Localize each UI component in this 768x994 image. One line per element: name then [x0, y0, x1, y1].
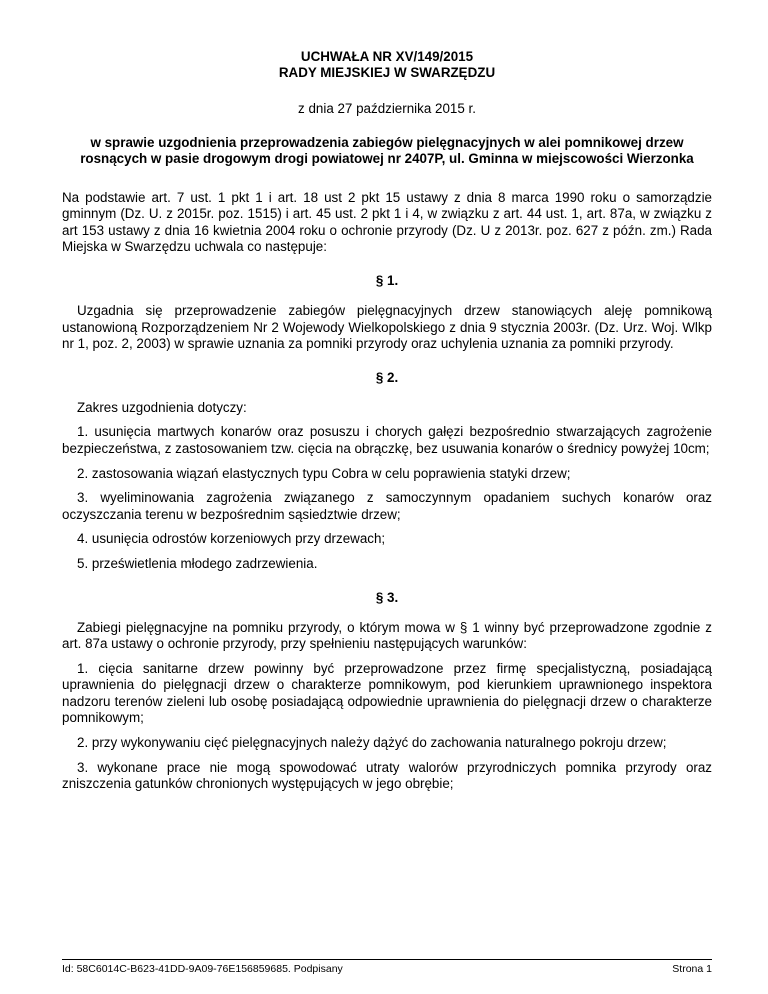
- resolution-number: UCHWAŁA NR XV/149/2015: [300, 49, 474, 64]
- section-3-item: 3. wykonane prace nie mogą spowodować utraty walorów przyrodniczych pomnika przyrody oraz zniszczenia gatunków chronionych występujących w jego obrębie;: [62, 759, 712, 792]
- document-id: Id: 58C6014C-B623-41DD-9A09-76E156859685. Podpisany: [62, 963, 343, 975]
- section-2-item: 1. usunięcia martwych konarów oraz posuszu i chorych gałęzi bezpośrednio stwarzających zagrożenie bezpieczeństwa, z zastosowaniem tzw. cięcia na obrączkę, bez usuwania konarów o średnicy powyżej 10cm;: [62, 424, 712, 456]
- resolution-subject: w sprawie uzgodnienia przeprowadzenia zabiegów pielęgnacyjnych w alei pomnikowej drzew rosnących w pasie drogowym drogi powiatowej nr 2407P, ul. Gminna w miejscowości Wierzonka: [80, 135, 694, 167]
- section-1-heading: § 1.: [375, 272, 399, 288]
- section-2-item: 3. wyeliminowania zagrożenia związanego z samoczynnym opadaniem suchych konarów oraz oczyszczania terenu w bezpośrednim sąsiedztwie drzew;: [62, 490, 712, 522]
- section-2-item: 2. zastosowania wiązań elastycznych typu Cobra w celu poprawienia statyki drzew;: [77, 465, 571, 481]
- section-2-intro: Zakres uzgodnienia dotyczy:: [77, 399, 247, 415]
- council-name: RADY MIEJSKIEJ W SWARZĘDZU: [278, 65, 496, 80]
- resolution-date: z dnia 27 października 2015 r.: [298, 101, 476, 116]
- section-3-item: 1. cięcia sanitarne drzew powinny być przeprowadzone przez firmę specjalistyczną, posiadającą uprawnienia do pielęgnacji drzew o charakterze pomnikowym, pod kierunkiem uprawnionego inspektora nadzoru terenów zieleni lub osobę posiadającą odpowiednie uprawnienia do pielęgnacji drzew o charakterze pomnikowym;: [62, 660, 712, 726]
- section-2-item: 4. usunięcia odrostów korzeniowych przy drzewach;: [77, 531, 386, 547]
- section-3-item: 2. przy wykonywaniu cięć pielęgnacyjnych należy dążyć do zachowania naturalnego pokroju drzew;: [77, 735, 667, 751]
- section-2-item: 5. prześwietlenia młodego zadrzewienia.: [77, 555, 318, 571]
- page-number: Strona 1: [672, 963, 712, 975]
- section-2-heading: § 2.: [375, 369, 399, 385]
- document-page: [62, 0, 712, 793]
- section-1-text: Uzgadnia się przeprowadzenie zabiegów pielęgnacyjnych drzew stanowiących aleję pomnikową ustanowioną Rozporządzeniem Nr 2 Wojewody Wielkopolskiego z dnia 9 stycznia 2003r. (Dz. Urz. Woj. Wlkp nr 1, poz. 2, 2003) w sprawie uznania za pomniki przyrody oraz uchylenia uznania za pomniki przyrody.: [62, 302, 712, 352]
- page-footer: [62, 959, 712, 975]
- legal-basis: Na podstawie art. 7 ust. 1 pkt 1 i art. 18 ust 2 pkt 15 ustawy z dnia 8 marca 1990 roku o samorządzie gminnym (Dz. U. z 2015r. poz. 1515) i art. 45 ust. 2 pkt 1 i 4, w związku z art. 44 ust. 1, art. 87a, w związku z art 153 ustawy z dnia 16 kwietnia 2004 roku o ochronie przyrody (Dz. U z 2013r. poz. 627 z późn. zm.) Rada Miejska w Swarzędzu uchwala co następuje:: [62, 189, 712, 255]
- section-3-heading: § 3.: [375, 589, 399, 605]
- section-3-intro: Zabiegi pielęgnacyjne na pomniku przyrody, o którym mowa w § 1 winny być przeprowadzone zgodnie z art. 87a ustawy o ochronie przyrody, przy spełnieniu następujących warunków:: [62, 619, 712, 652]
